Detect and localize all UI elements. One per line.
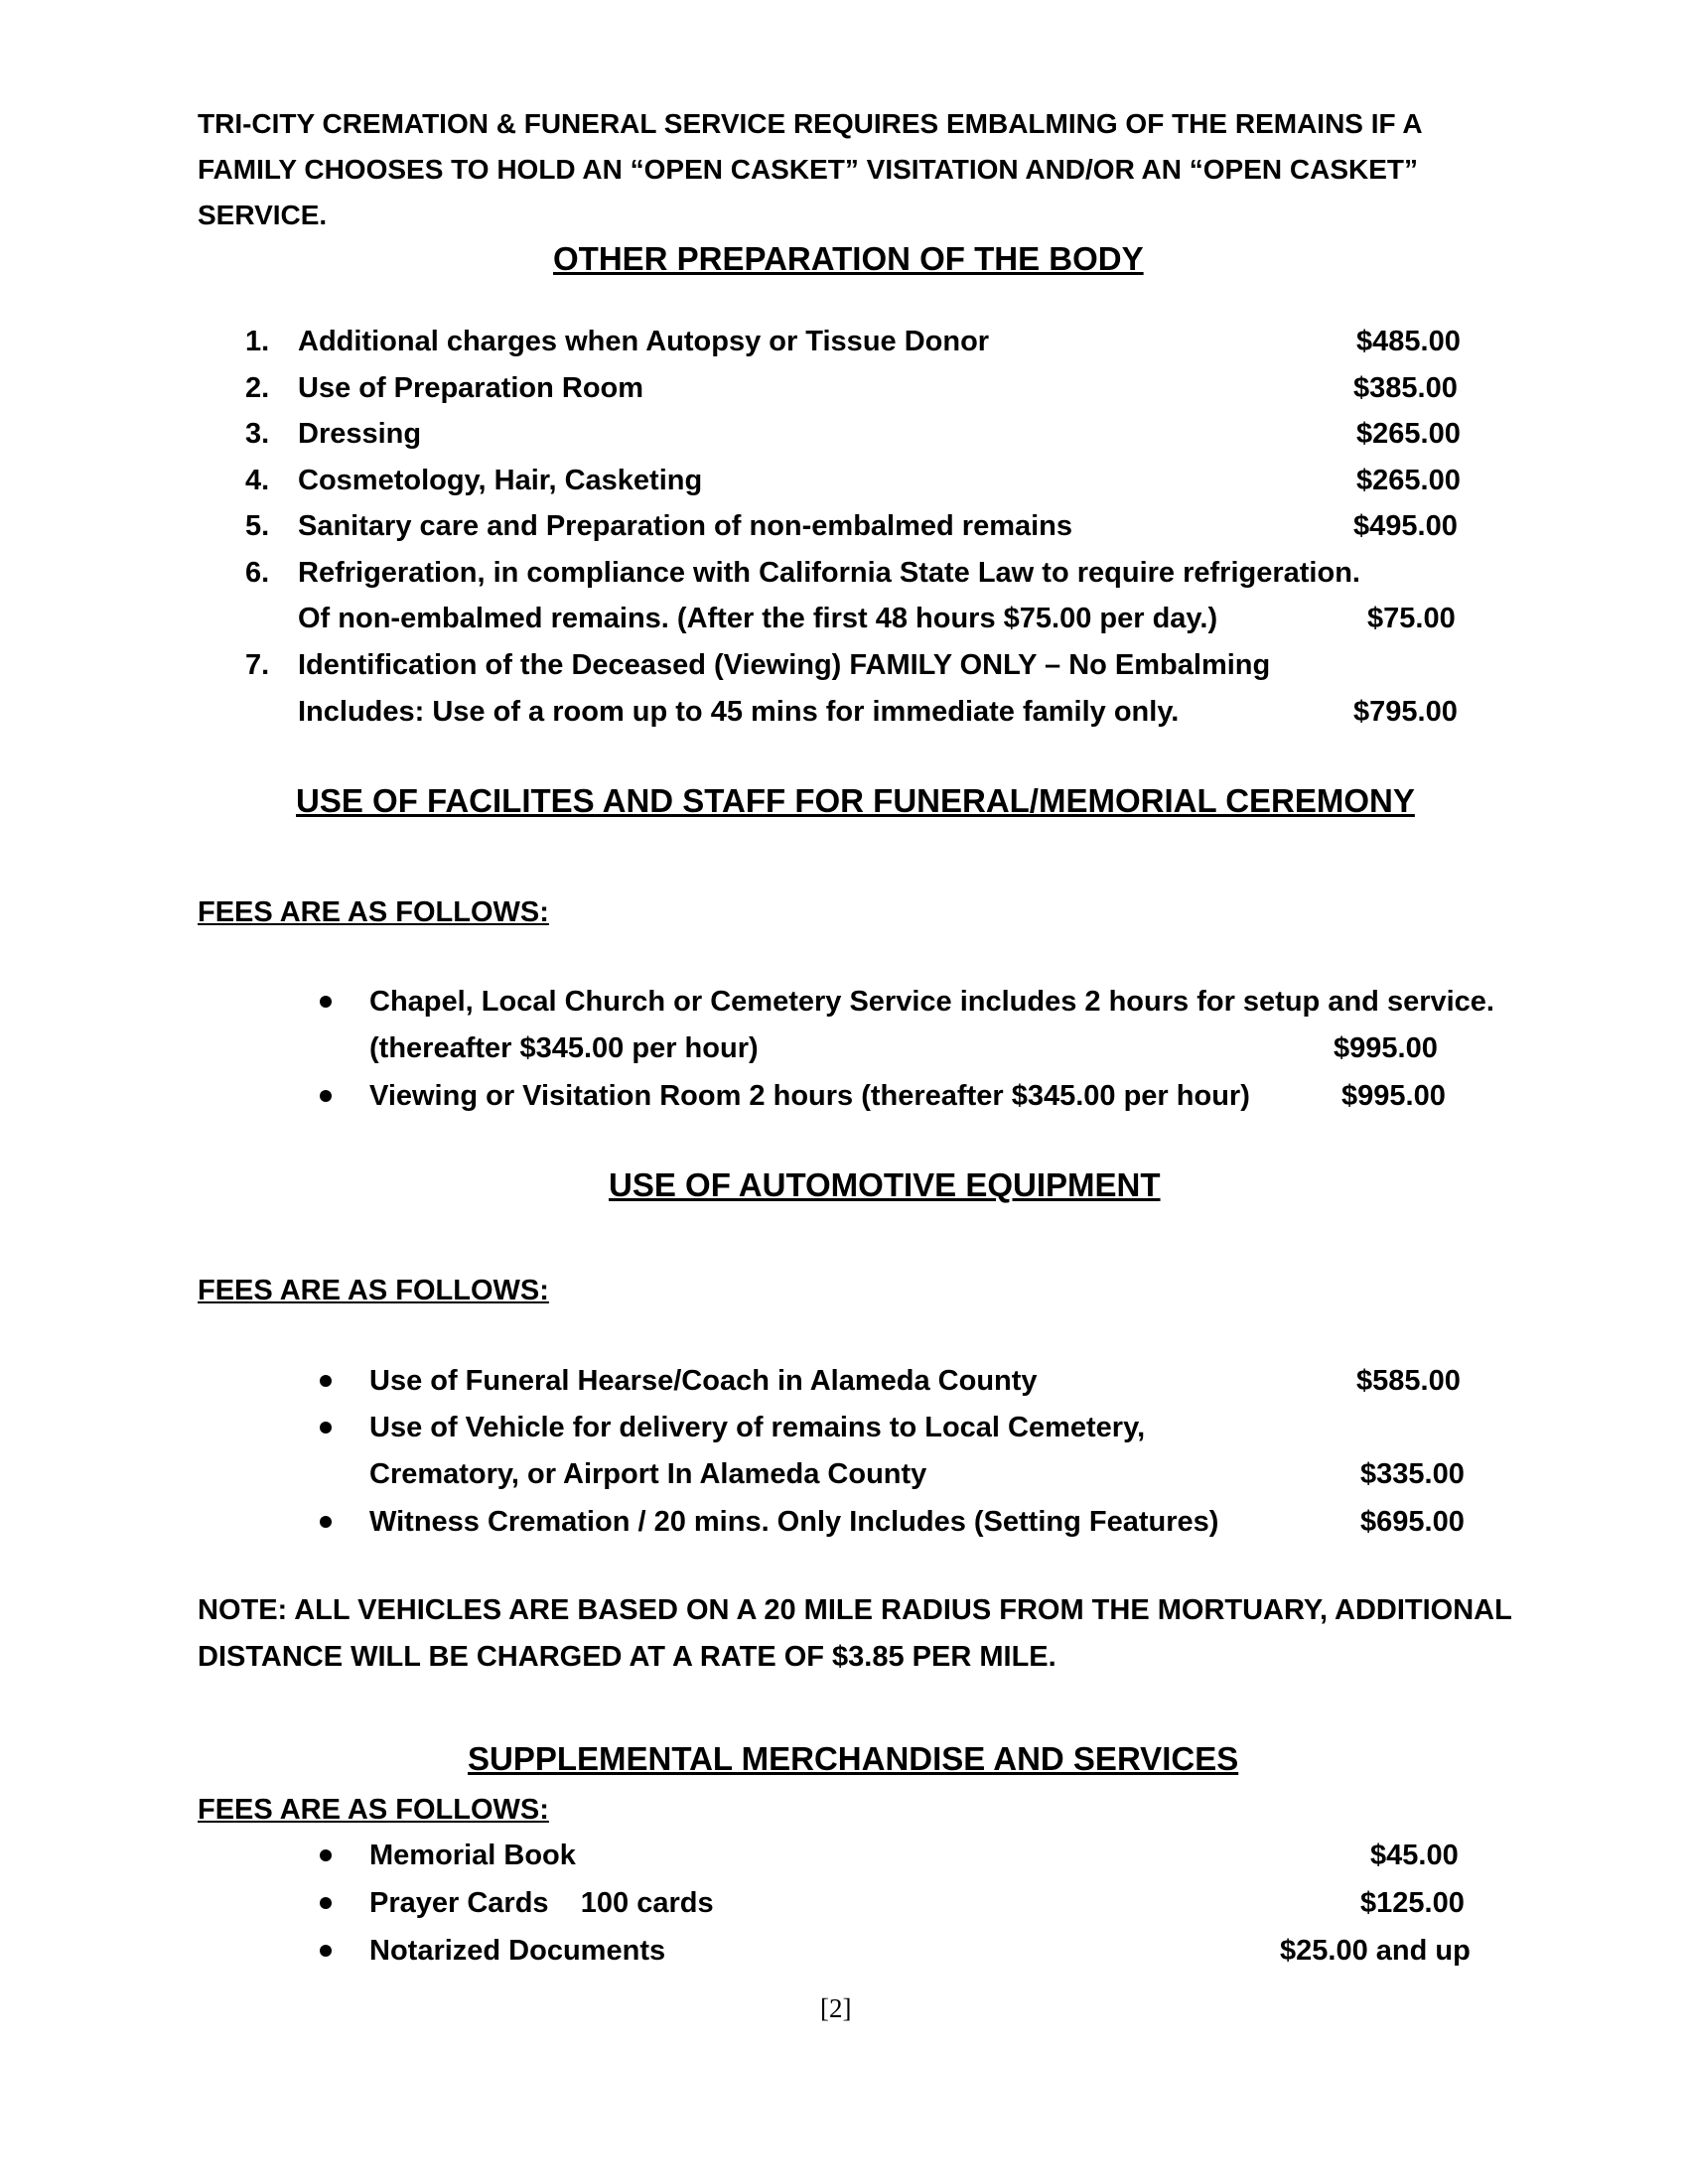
item-price: $25.00 and up — [1280, 1935, 1471, 1967]
section-heading-automotive: USE OF AUTOMOTIVE EQUIPMENT — [609, 1166, 1161, 1203]
item-price: $995.00 — [1341, 1080, 1446, 1112]
bullet-icon — [320, 1945, 332, 1957]
note-line: NOTE: ALL VEHICLES ARE BASED ON A 20 MILE RADIUS FROM THE MORTUARY, ADDITIONAL — [198, 1594, 1512, 1626]
fees-label: FEES ARE AS FOLLOWS: — [198, 1275, 549, 1306]
item-price: $995.00 — [1334, 1032, 1438, 1064]
item-number: 1. — [245, 326, 270, 357]
bullet-icon — [320, 1516, 332, 1528]
item-text-continued: (thereafter $345.00 per hour) — [369, 1032, 759, 1064]
intro-notice — [198, 101, 1488, 238]
item-price: $495.00 — [1353, 510, 1458, 542]
item-text: Sanitary care and Preparation of non-embalmed remains — [298, 510, 1073, 542]
item-price: $265.00 — [1356, 465, 1461, 496]
item-price: $265.00 — [1356, 418, 1461, 450]
item-text-continued: Crematory, or Airport In Alameda County — [369, 1458, 927, 1490]
item-text: Cosmetology, Hair, Casketing — [298, 465, 703, 496]
item-number: 3. — [245, 418, 270, 450]
item-text-continued: Includes: Use of a room up to 45 mins for immediate family only. — [298, 696, 1180, 728]
item-text: Witness Cremation / 20 mins. Only Includes (Setting Features) — [369, 1506, 1219, 1538]
item-price: $695.00 — [1360, 1506, 1465, 1538]
bullet-icon — [320, 1375, 332, 1387]
intro-line: SERVICE. — [198, 200, 328, 230]
item-text: Chapel, Local Church or Cemetery Service includes 2 hours for setup and service. — [369, 986, 1494, 1018]
section-heading-supplemental: SUPPLEMENTAL MERCHANDISE AND SERVICES — [468, 1740, 1239, 1777]
intro-line: FAMILY CHOOSES TO HOLD AN “OPEN CASKET” VISITATION AND/OR AN “OPEN CASKET” — [198, 154, 1418, 185]
item-price: $795.00 — [1353, 696, 1458, 728]
item-text: Refrigeration, in compliance with California State Law to require refrigeration. — [298, 557, 1360, 589]
item-text: Use of Preparation Room — [298, 372, 644, 404]
item-text: Additional charges when Autopsy or Tissue Donor — [298, 326, 990, 357]
item-number: 6. — [245, 557, 270, 589]
item-text: Notarized Documents — [369, 1935, 666, 1967]
item-price: $585.00 — [1356, 1365, 1461, 1397]
item-text: Use of Vehicle for delivery of remains to Local Cemetery, — [369, 1412, 1146, 1443]
item-number: 2. — [245, 372, 270, 404]
item-text-continued: Of non-embalmed remains. (After the first 48 hours $75.00 per day.) — [298, 603, 1218, 634]
item-number: 7. — [245, 649, 270, 681]
bullet-icon — [320, 1897, 332, 1909]
item-text: Use of Funeral Hearse/Coach in Alameda County — [369, 1365, 1038, 1397]
item-price: $485.00 — [1356, 326, 1461, 357]
item-text: Prayer Cards 100 cards — [369, 1887, 714, 1919]
bullet-icon — [320, 1849, 332, 1861]
fees-label: FEES ARE AS FOLLOWS: — [198, 1794, 549, 1826]
bullet-icon — [320, 1422, 332, 1433]
item-price: $385.00 — [1353, 372, 1458, 404]
note-line: DISTANCE WILL BE CHARGED AT A RATE OF $3.85 PER MILE. — [198, 1641, 1056, 1673]
section-heading-facilities: USE OF FACILITES AND STAFF FOR FUNERAL/MEMORIAL CEREMONY — [296, 782, 1415, 819]
item-price: $45.00 — [1370, 1840, 1459, 1871]
bullet-icon — [320, 996, 332, 1008]
item-price: $335.00 — [1360, 1458, 1465, 1490]
item-text: Viewing or Visitation Room 2 hours (thereafter $345.00 per hour) — [369, 1080, 1250, 1112]
item-number: 4. — [245, 465, 270, 496]
section-heading-preparation: OTHER PREPARATION OF THE BODY — [553, 240, 1144, 277]
page-number: [2] — [820, 1993, 852, 2023]
item-price: $75.00 — [1367, 603, 1456, 634]
bullet-icon — [320, 1090, 332, 1102]
item-price: $125.00 — [1360, 1887, 1465, 1919]
item-text: Dressing — [298, 418, 422, 450]
item-number: 5. — [245, 510, 270, 542]
item-text: Memorial Book — [369, 1840, 576, 1871]
fees-label: FEES ARE AS FOLLOWS: — [198, 896, 549, 928]
intro-line: TRI-CITY CREMATION & FUNERAL SERVICE REQUIRES EMBALMING OF THE REMAINS IF A — [198, 108, 1423, 139]
item-text: Identification of the Deceased (Viewing) FAMILY ONLY – No Embalming — [298, 649, 1271, 681]
